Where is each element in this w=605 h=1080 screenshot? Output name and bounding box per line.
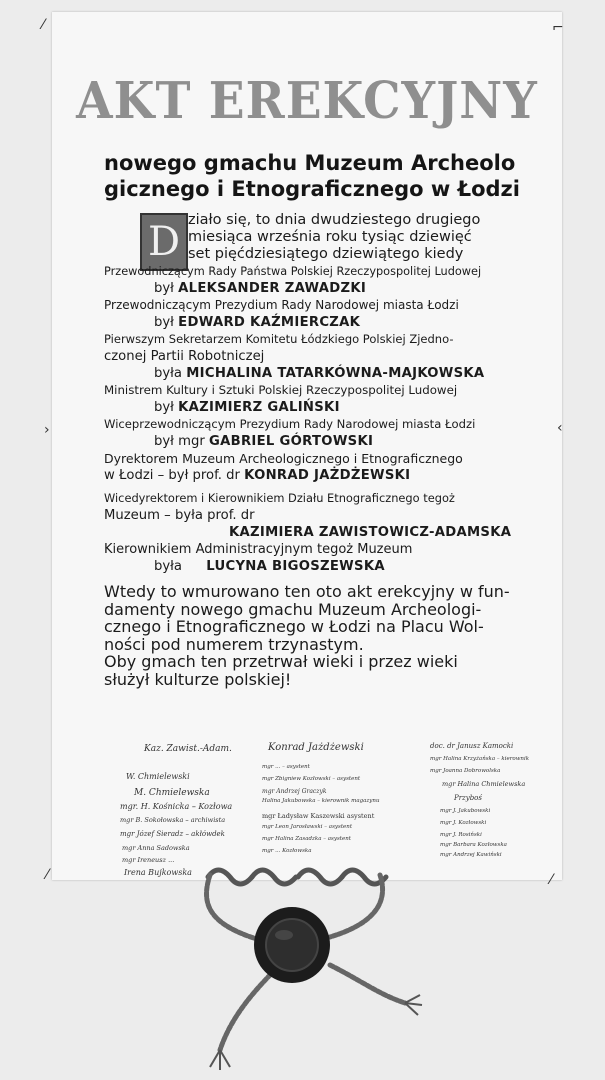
closing-line: Wtedy to wmurowano ten oto akt erekcyjny w fun- [104,582,510,601]
entry-person [104,314,514,331]
entry-person [104,280,514,297]
entry-prefix: był [154,281,174,296]
entries [104,263,514,575]
entry-person [104,433,514,450]
entry-role: Pierwszym Sekretarzem Komitetu Łódzkiego Polskiej Zjedno- [104,332,454,346]
signature: Halina Jakubowska – kierownik magazynu [262,798,380,804]
signature: Przyboś [454,794,482,802]
signature: mgr Zbigniew Kozłowski – asystent [262,776,361,782]
entry-person [104,365,514,382]
entry-prefix: była [154,366,183,381]
signature: Kaz. Zawist.-Adam. [144,744,232,754]
entry-prefix: był [154,315,174,330]
entry-prefix: w Łodzi – był prof. dr [104,468,240,483]
signature: mgr B. Sokołowska – archiwista [120,816,226,824]
entry-role: Przewodniczącym Rady Państwa Polskiej Rzeczypospolitej Ludowej [104,265,482,278]
seal-emblem [266,919,318,971]
wax-seal-with-cords [180,855,430,1075]
signature: mgr Józef Sieradz – akłówdek [120,830,225,838]
entry-role: Ministrem Kultury i Sztuki Polskiej Rzeczypospolitej Ludowej [104,383,458,397]
corner-mark-bottom-left: ⁄ [46,867,49,883]
signature: mgr Joanna Dobrowolska [430,768,501,774]
signature: Irena Bujkowska [124,868,192,877]
signature: mgr J. Jakubowski [440,808,491,814]
signature: mgr J. Kozłowski [440,820,487,826]
entry-role: Wicedyrektorem i Kierownikiem Działu Etnograficznego tegoż [104,491,455,505]
opening-line: set pięćdziesiątego dziewiątego kiedy [188,246,464,262]
document-title: AKT EREKCYJNY [76,71,538,132]
signature: mgr J. Rosiński [440,832,482,838]
entry-role-cont: Muzeum – była prof. dr [104,508,255,523]
seal-highlight [275,930,293,940]
signature: mgr Halina Zasadzka – asystent [262,836,352,842]
edge-mark-right: ‹ [557,420,563,436]
closing-line: damenty nowego gmachu Muzeum Archeologi- [104,599,482,619]
signature: mgr Barbara Kozłowska [440,842,507,848]
entry-name: LUCYNA BIGOSZEWSKA [206,559,385,574]
entry-name: MICHALINA TATARKÓWNA-MAJKOWSKA [186,366,485,381]
corner-mark-top-left: ⁄ [42,17,45,33]
entry-name: KAZIMIERA ZAWISTOWICZ-ADAMSKA [229,525,512,540]
document-body [104,212,514,688]
signature: mgr ... – asystent [262,764,310,770]
signature: mgr Leon Jarosławski – asystent [262,824,353,830]
signature: mgr ... Kozłowska [262,848,312,854]
opening-line: ziało się, to dnia dwudziestego drugiego [188,212,481,228]
subtitle-line: nowego gmachu Muzeum Archeolo [104,151,516,175]
entry-prefix: był mgr [154,434,205,449]
signature: mgr Andrzej Graczyk [262,788,327,795]
corner-mark-top-right: ⌐ [552,20,564,36]
closing-line: Oby gmach ten przetrwał wieki i przez wieki [104,652,458,671]
signature: mgr Halina Chmielewska [442,780,526,788]
signature: Konrad Jażdżewski [268,742,364,753]
signature: mgr Anna Sadowska [122,844,190,852]
closing-line: cznego i Etnograficznego w Łodzi na Placu Wol- [104,617,484,636]
entry-role: Wiceprzewodniczącym Prezydium Rady Narodowej miasta Łodzi [104,417,476,431]
entry-name: GABRIEL GÓRTOWSKI [208,434,374,449]
entry-name: EDWARD KAŹMIERCZAK [178,315,361,330]
closing-paragraph [104,583,514,688]
entry-name: KAZIMIERZ GALIŃSKI [178,400,340,415]
corner-mark-bottom-right: ⁄ [550,872,553,888]
signature: M. Chmielewska [134,788,210,798]
entry-prefix: była [154,559,183,574]
entry-person [104,467,514,484]
entry-person [104,399,514,416]
signature: mgr. H. Kośnicka – Kozłowa [120,802,233,811]
signature: mgr Ładysław Kaszewski asystent [262,812,375,820]
subtitle-line: gicznego i Etnograficznego w Łodzi [104,177,520,201]
document-subtitle [104,150,564,202]
entry-name: ALEKSANDER ZAWADZKI [178,281,367,296]
closing-line: ności pod numerem trzynastym. [104,634,364,654]
entry-prefix: był [154,400,174,415]
signature: doc. dr Janusz Kamocki [430,742,514,750]
signature: mgr Andrzej Kawiński [440,852,502,858]
entry-person [104,524,514,541]
cord-loops [208,870,386,884]
edge-mark-left: › [44,422,50,438]
entry-role: Dyrektorem Muzeum Archeologicznego i Etnograficznego [104,451,463,466]
signature: mgr Halina Krzyżańska – kierownik [430,756,530,762]
entry-person [104,558,514,575]
opening-line: miesiąca września roku tysiąc dziewięć [188,229,472,245]
entry-name: KONRAD JAŻDŻEWSKI [244,468,411,483]
closing-line: służył kulturze polskiej! [104,669,292,689]
signature: W. Chmielewski [126,772,190,781]
entry-role-cont: czonej Partii Robotniczej [104,349,265,364]
signature: mgr Ireneusz ... [122,856,175,864]
drop-cap: D [140,213,188,271]
entry-role: Kierownikiem Administracyjnym tegoż Muzeum [104,542,413,557]
entry-role: Przewodniczącym Prezydium Rady Narodowej miasta Łodzi [104,298,459,312]
